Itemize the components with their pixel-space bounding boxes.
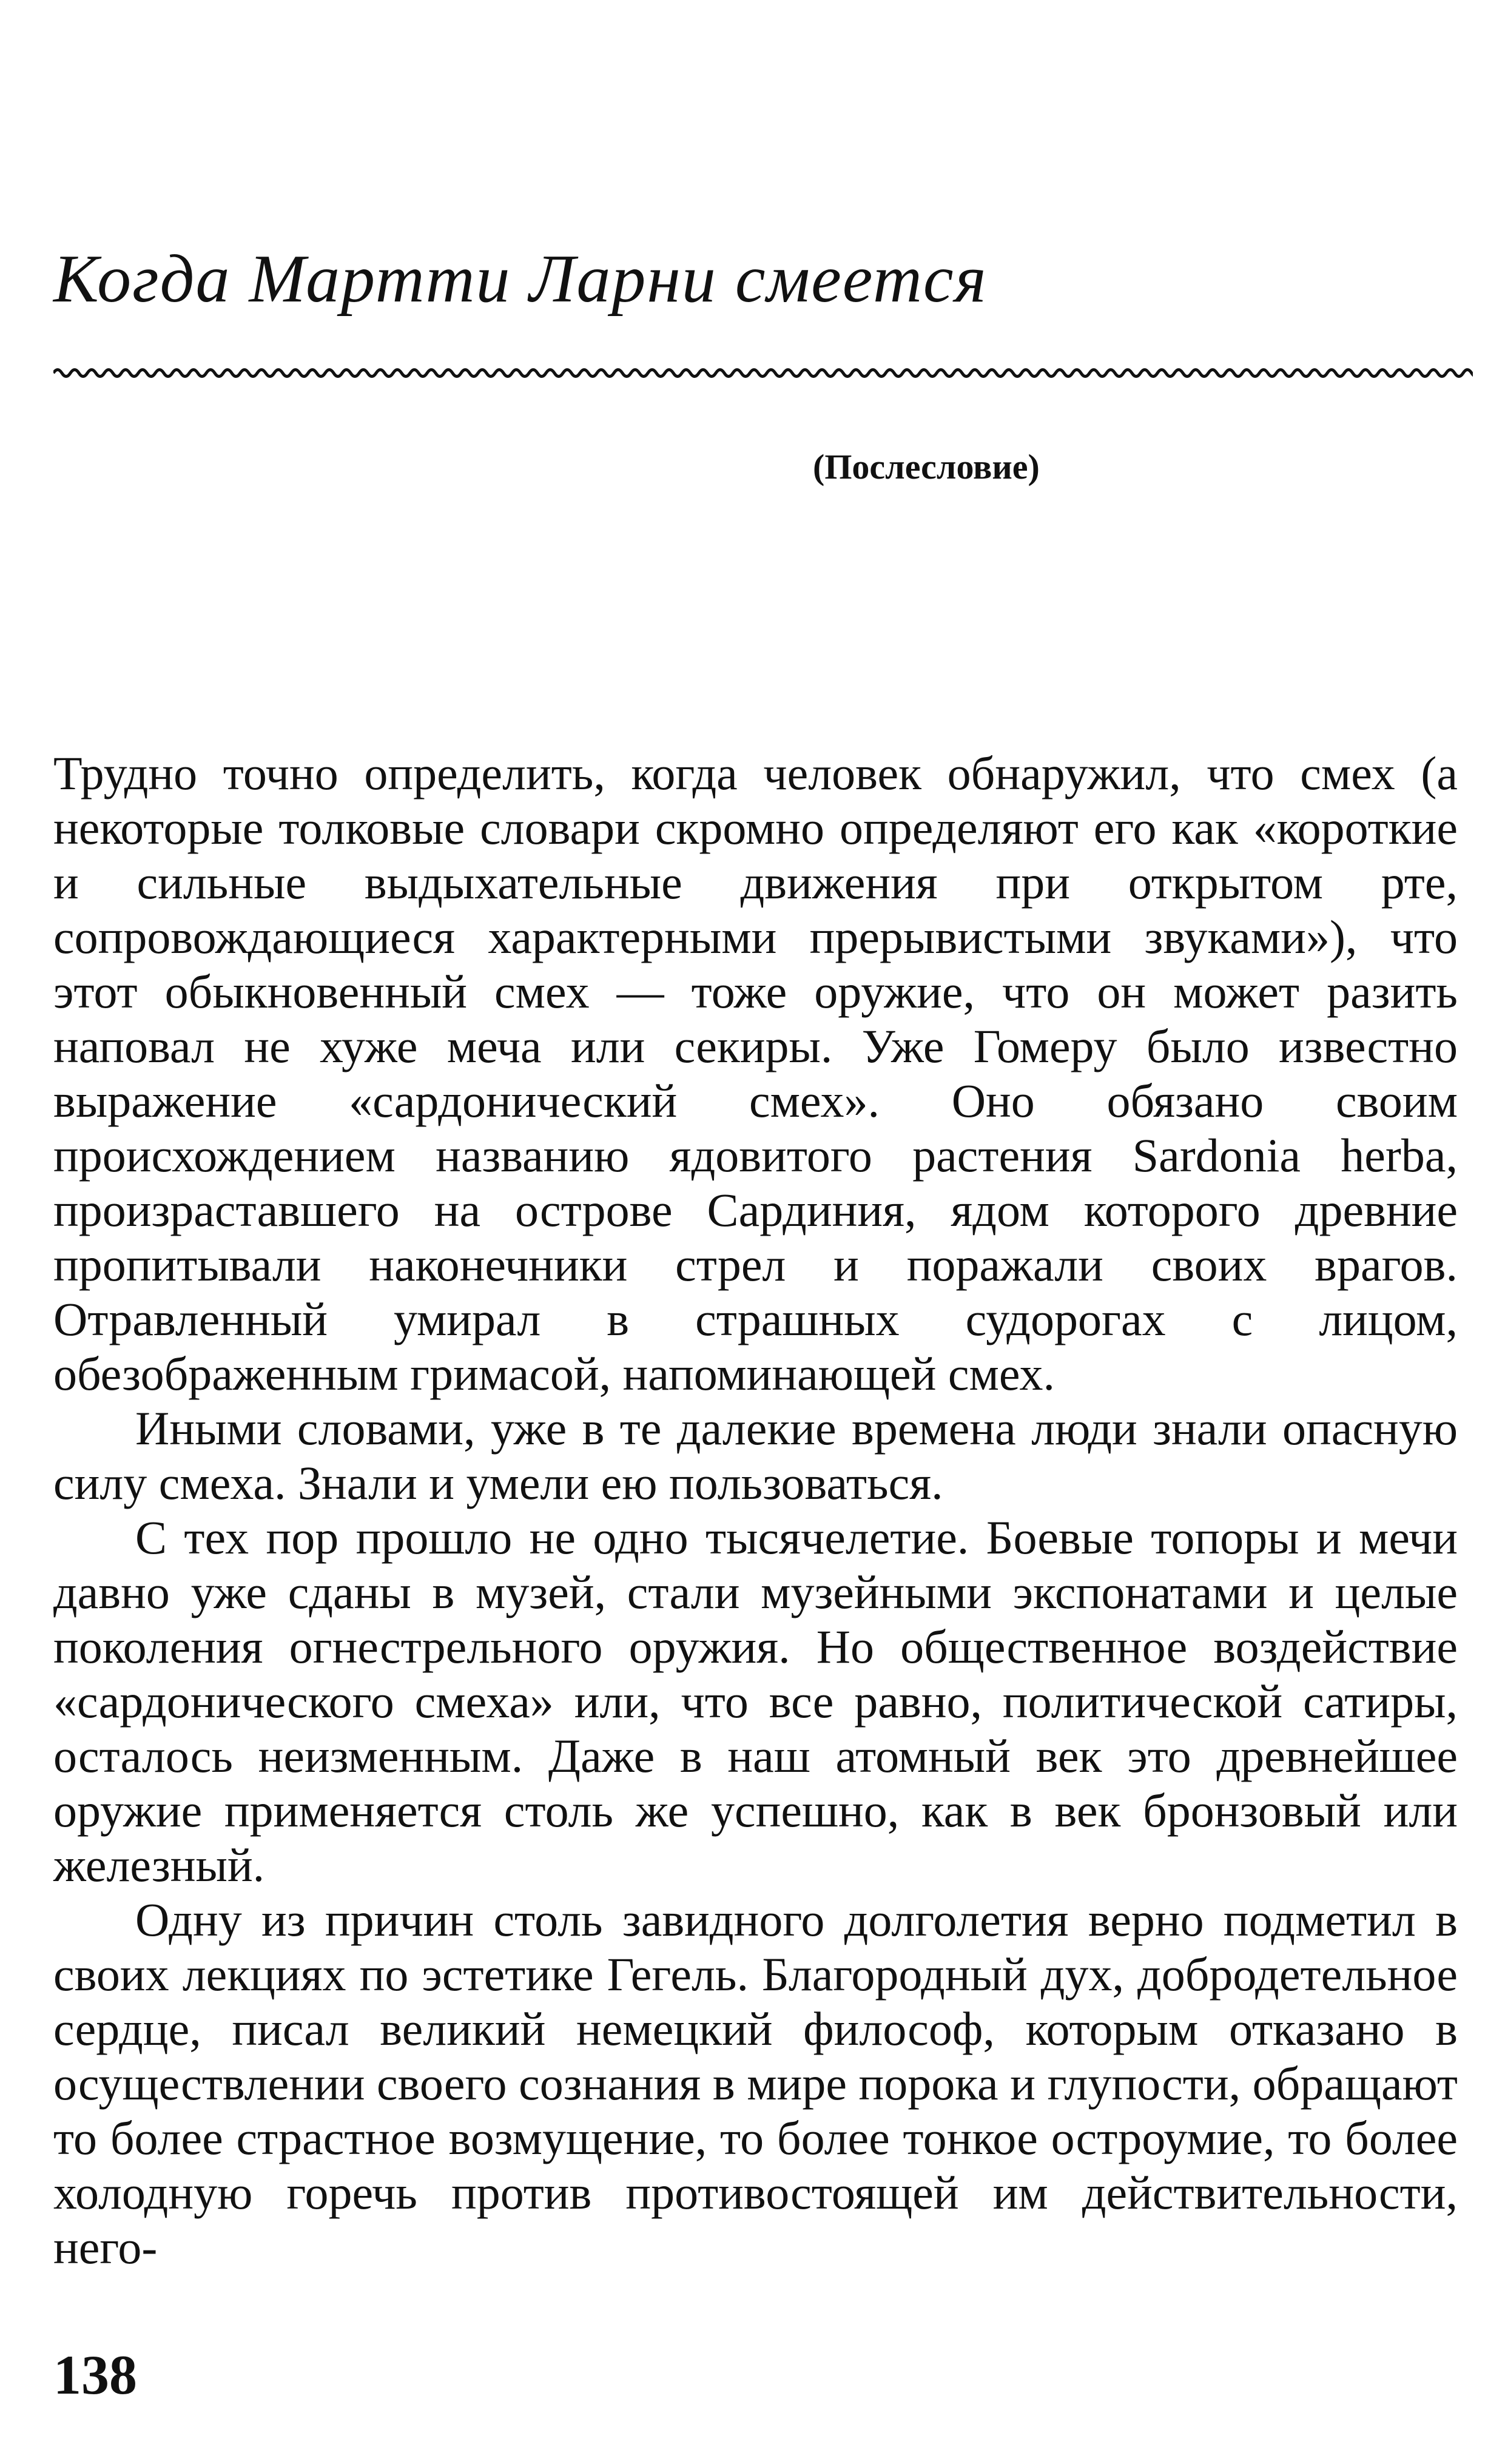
wavy-divider	[53, 364, 1473, 382]
paragraph: С тех пор прошло не одно тысячелетие. Боевые топоры и мечи давно уже сданы в музей, стали музейными экспонатами и целые поколения огнестрельного оружия. Но общественное воздействие «сардонического смеха» или, что все равно, политической сатиры, осталось неизменным. Даже в наш атомный век это древнейшее оружие применяется столь же успешно, как в век бронзовый или железный.	[53, 1511, 1458, 1891]
paragraph: Иными словами, уже в те далекие времена люди знали опасную силу смеха. Знали и умели ею пользоваться.	[53, 1402, 1458, 1509]
paragraph: Трудно точно определить, когда человек обнаружил, что смех (а некоторые толковые словари скромно определяют его как «короткие и сильные выдыхательные движения при открытом рте, сопровождающиеся характерными прерывистыми звуками»), что этот обыкновенный смех — тоже оружие, что он может разить наповал не хуже меча или секиры. Уже Гомеру было известно выражение «сардонический смех». Оно обязано своим происхождением названию ядовитого растения Sardonia herba, произраставшего на острове Сардиния, ядом которого древние пропитывали наконечники стрел и поражали своих врагов. Отравленный умирал в страшных судорогах с лицом, обезображенным гримасой, напоминающей смех.	[53, 747, 1458, 1400]
chapter-subtitle: (Послесловие)	[813, 447, 1040, 486]
chapter-title: Когда Мартти Ларни смеется	[53, 241, 988, 317]
page-number: 138	[53, 2344, 137, 2406]
paragraph: Одну из причин столь завидного долголетия верно подметил в своих лекциях по эстетике Гегель. Благородный дух, добродетельное сердце, писал великий немецкий философ, которым отказано в осуществлении своего сознания в мире порока и глупости, обращают то более страстное возмущение, то более тонкое остроумие, то более холодную горечь против противостоящей им действительности, него-	[53, 1893, 1458, 2274]
body-text	[53, 746, 1458, 2275]
